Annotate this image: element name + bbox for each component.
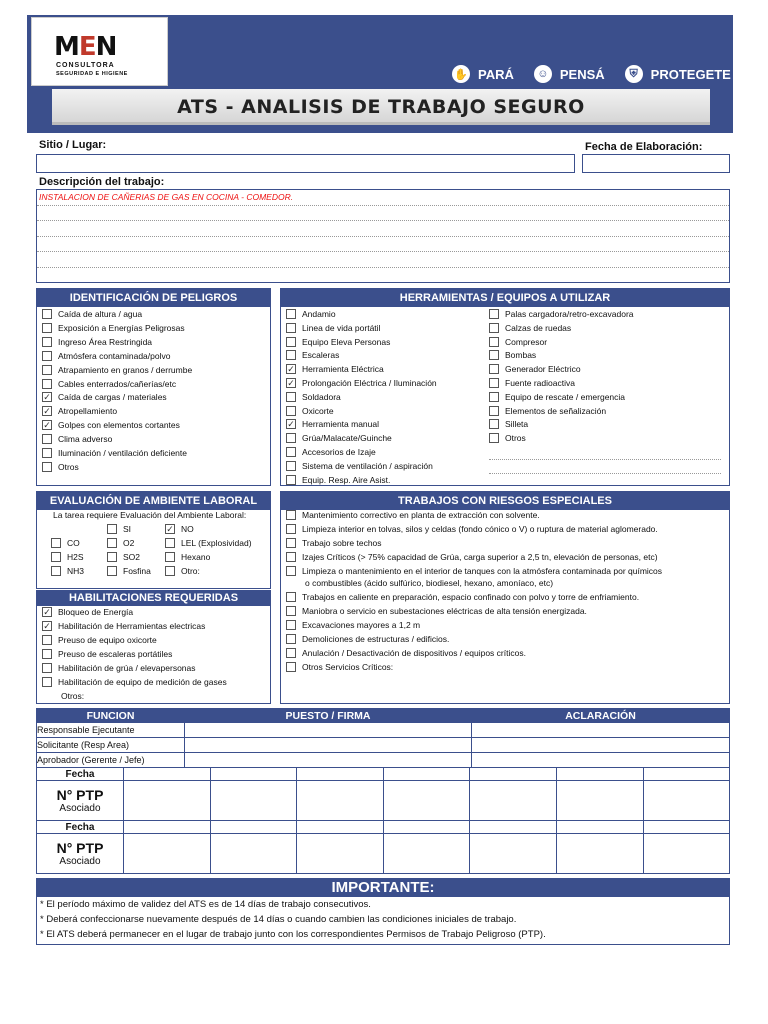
ptp-cell[interactable] bbox=[557, 834, 644, 874]
gas-co[interactable]: CO bbox=[51, 538, 80, 548]
checklist-label: Herramienta manual bbox=[302, 419, 380, 430]
ptp-cell[interactable] bbox=[557, 768, 644, 781]
checklist-label: Bloqueo de Energía bbox=[58, 607, 134, 617]
title-band bbox=[52, 89, 710, 125]
checklist-label: Oxicorte bbox=[302, 405, 334, 416]
checkbox[interactable] bbox=[107, 524, 117, 534]
checklist-label: Trabajos en caliente en preparación, espacio confinado con polvo y torre de enfriamiento. bbox=[302, 592, 640, 602]
checklist-label: Mantenimiento correctivo en planta de extracción con solvente. bbox=[302, 510, 540, 520]
ptp-cell[interactable] bbox=[124, 781, 211, 821]
checkbox[interactable] bbox=[286, 350, 296, 360]
checklist-label: Demoliciones de estructuras / edificios. bbox=[302, 634, 450, 644]
company-logo bbox=[31, 17, 168, 86]
col-funcion: FUNCION bbox=[37, 709, 185, 723]
option-si[interactable]: SI bbox=[107, 524, 131, 534]
habilitaciones-panel bbox=[36, 590, 271, 704]
slogan-pensa bbox=[534, 65, 605, 83]
checklist-label: Otros bbox=[505, 433, 526, 444]
checklist-item[interactable] bbox=[42, 621, 205, 631]
checkbox[interactable] bbox=[42, 448, 52, 458]
ptp-cell[interactable] bbox=[470, 768, 557, 781]
ambiente-panel bbox=[36, 491, 271, 589]
checklist-item[interactable] bbox=[489, 337, 547, 347]
checkbox[interactable] bbox=[286, 634, 296, 644]
checklist-label: Bombas bbox=[505, 350, 537, 361]
slogans bbox=[452, 63, 731, 85]
ptp-number-label: N° PTP Asociado bbox=[37, 834, 124, 874]
slogan-para bbox=[452, 65, 514, 83]
checklist-label: Fuente radioactiva bbox=[505, 378, 575, 388]
firma-cell[interactable] bbox=[185, 723, 472, 738]
checkbox-checked[interactable]: ✓ bbox=[166, 524, 174, 534]
checklist-label: Clima adverso bbox=[58, 434, 113, 445]
gas-so2[interactable]: SO2 bbox=[107, 552, 140, 562]
checkbox[interactable] bbox=[42, 351, 52, 361]
checkbox[interactable] bbox=[489, 350, 499, 360]
checklist-label: Palas cargadora/retro-excavadora bbox=[505, 309, 634, 319]
checklist-label: Atrapamiento en granos / derrumbe bbox=[58, 364, 193, 375]
ptp-cell[interactable] bbox=[211, 781, 297, 821]
checkbox[interactable] bbox=[489, 392, 499, 402]
checklist-item[interactable] bbox=[286, 566, 662, 576]
checklist-item[interactable] bbox=[42, 337, 152, 347]
checklist-item[interactable] bbox=[286, 662, 393, 672]
checkbox[interactable] bbox=[286, 461, 296, 471]
checklist-label: Soldadora bbox=[302, 391, 341, 402]
checkbox[interactable] bbox=[42, 309, 52, 319]
ptp-cell[interactable] bbox=[124, 821, 211, 834]
importante-line: * El período máximo de validez del ATS es de 14 días de trabajo consecutivos. bbox=[40, 899, 371, 910]
col-aclaracion: ACLARACIÓN bbox=[472, 709, 730, 723]
checklist-item[interactable] bbox=[286, 648, 526, 658]
checklist-item[interactable] bbox=[286, 538, 382, 548]
ptp-cell[interactable] bbox=[644, 834, 730, 874]
checkbox-checked[interactable]: ✓ bbox=[43, 392, 51, 403]
ptp-cell[interactable] bbox=[124, 768, 211, 781]
gas-lel[interactable]: LEL (Explosividad) bbox=[165, 538, 252, 548]
ptp-cell[interactable] bbox=[557, 781, 644, 821]
ptp-cell[interactable] bbox=[211, 768, 297, 781]
checkbox[interactable] bbox=[286, 392, 296, 402]
checklist-label: Equipo de rescate / emergencia bbox=[505, 391, 626, 402]
checklist-item[interactable] bbox=[42, 351, 170, 361]
habilitaciones-otros: Otros: bbox=[61, 691, 85, 701]
checkbox-checked[interactable]: ✓ bbox=[43, 621, 51, 631]
importante-title: IMPORTANTE: bbox=[37, 879, 729, 897]
fecha-label: Fecha de Elaboración: bbox=[585, 141, 703, 153]
checklist-label: Grúa/Malacate/Guinche bbox=[302, 433, 392, 444]
checklist-item[interactable] bbox=[42, 649, 172, 659]
checklist-item[interactable] bbox=[42, 323, 185, 333]
checklist-item[interactable] bbox=[286, 323, 380, 333]
checkbox-checked[interactable]: ✓ bbox=[287, 419, 295, 430]
checkbox[interactable] bbox=[42, 323, 52, 333]
checkbox[interactable] bbox=[286, 648, 296, 658]
checkbox[interactable] bbox=[286, 606, 296, 616]
ptp-table bbox=[36, 767, 730, 874]
table-row-label: Solicitante (Resp Area) bbox=[37, 738, 185, 753]
checklist-label: Generador Eléctrico bbox=[505, 364, 581, 375]
checkbox[interactable] bbox=[286, 433, 296, 443]
ptp-cell[interactable] bbox=[470, 821, 557, 834]
slogan-label: PARÁ bbox=[478, 66, 514, 82]
checklist-label: Herramienta Eléctrica bbox=[302, 364, 384, 375]
checkbox[interactable] bbox=[489, 364, 499, 374]
checklist-item[interactable] bbox=[286, 552, 658, 562]
desc-line bbox=[37, 268, 729, 284]
ptp-cell[interactable] bbox=[470, 781, 557, 821]
checkbox[interactable] bbox=[489, 406, 499, 416]
checklist-label: Preuso de equipo oxicorte bbox=[58, 635, 157, 645]
checklist-item[interactable] bbox=[42, 420, 180, 430]
descripcion-label: Descripción del trabajo: bbox=[39, 176, 165, 188]
ptp-cell[interactable] bbox=[384, 821, 470, 834]
ptp-cell[interactable] bbox=[644, 768, 730, 781]
gas-hexano[interactable]: Hexano bbox=[165, 552, 210, 562]
checklist-label: Escaleras bbox=[302, 350, 340, 361]
checklist-label: Habilitación de grúa / elevapersonas bbox=[58, 663, 196, 673]
head-icon: ☺ bbox=[534, 65, 552, 83]
peligros-title: IDENTIFICACIÓN DE PELIGROS bbox=[37, 289, 270, 307]
checklist-label: Limpieza o mantenimiento en el interior de tanques con la atmósfera contaminada por químicos bbox=[302, 566, 663, 576]
checkbox[interactable] bbox=[286, 447, 296, 457]
ptp-fecha-label: Fecha bbox=[37, 821, 124, 834]
checklist-item[interactable] bbox=[489, 392, 625, 402]
ptp-cell[interactable] bbox=[644, 781, 730, 821]
checklist-item[interactable] bbox=[489, 378, 575, 388]
ambiente-question: La tarea requiere Evaluación del Ambiente Laboral: bbox=[53, 510, 247, 520]
checklist-item[interactable] bbox=[286, 634, 449, 644]
ambiente-title: EVALUACIÓN DE AMBIENTE LABORAL bbox=[37, 492, 270, 510]
checklist-label: Maniobra o servicio en subestaciones eléctricas de alta tensión energizada. bbox=[302, 606, 587, 616]
checklist-item[interactable] bbox=[489, 323, 571, 333]
checkbox[interactable] bbox=[286, 566, 296, 576]
riesgos-panel bbox=[280, 491, 730, 704]
checklist-item[interactable] bbox=[489, 309, 634, 319]
checklist-label: Sistema de ventilación / aspiración bbox=[302, 460, 433, 471]
checklist-item[interactable] bbox=[489, 364, 581, 374]
checkbox[interactable] bbox=[489, 419, 499, 429]
ptp-cell[interactable] bbox=[384, 834, 470, 874]
shield-icon: ⛨ bbox=[625, 65, 643, 83]
checkbox[interactable] bbox=[42, 663, 52, 673]
firmas-table bbox=[36, 708, 730, 768]
checklist-label: Excavaciones mayores a 1,2 m bbox=[302, 620, 421, 630]
slogan-label: PENSÁ bbox=[559, 66, 605, 82]
checklist-item[interactable] bbox=[286, 406, 334, 416]
checklist-label: Linea de vida portátil bbox=[302, 322, 381, 333]
firma-cell[interactable] bbox=[185, 738, 472, 753]
checklist-item[interactable] bbox=[286, 592, 639, 602]
checkbox[interactable] bbox=[42, 635, 52, 645]
checkbox[interactable] bbox=[286, 524, 296, 534]
desc-line bbox=[37, 221, 729, 237]
checklist-item[interactable] bbox=[286, 350, 339, 360]
checkbox[interactable] bbox=[42, 462, 52, 472]
checklist-label: Accesorios de Izaje bbox=[302, 447, 376, 457]
hand-icon: ✋ bbox=[452, 65, 470, 83]
gas-fosfina[interactable]: Fosfina bbox=[107, 566, 151, 576]
ptp-cell[interactable] bbox=[297, 834, 384, 874]
logo-text: MEN bbox=[54, 32, 117, 62]
checklist-item[interactable] bbox=[286, 510, 540, 520]
checklist-item[interactable] bbox=[489, 433, 526, 443]
checklist-item[interactable] bbox=[489, 350, 536, 360]
checklist-label: Caída de cargas / materiales bbox=[58, 392, 167, 403]
checklist-label: Golpes con elementos cortantes bbox=[58, 420, 180, 431]
checklist-label: Trabajo sobre techos bbox=[302, 538, 382, 548]
ptp-cell[interactable] bbox=[297, 821, 384, 834]
slogan-protegete bbox=[625, 65, 731, 83]
checklist-label: Calzas de ruedas bbox=[505, 322, 572, 333]
checklist-label: Cables enterrados/cañerías/etc bbox=[58, 378, 177, 389]
checklist-item[interactable] bbox=[286, 433, 392, 443]
desc-line bbox=[37, 206, 729, 222]
ptp-cell[interactable] bbox=[297, 781, 384, 821]
checklist-item[interactable] bbox=[42, 392, 167, 402]
checklist-item[interactable] bbox=[42, 677, 227, 687]
checkbox-checked[interactable]: ✓ bbox=[287, 364, 295, 375]
aclaracion-cell[interactable] bbox=[472, 723, 730, 738]
checkbox[interactable] bbox=[42, 677, 52, 687]
checklist-item[interactable] bbox=[286, 620, 420, 630]
desc-line bbox=[37, 252, 729, 268]
checkbox-checked[interactable]: ✓ bbox=[43, 607, 51, 617]
ptp-cell[interactable] bbox=[211, 834, 297, 874]
checkbox[interactable] bbox=[286, 510, 296, 520]
logo-subtitle: CONSULTORA SEGURIDAD E HIGIENE bbox=[56, 62, 128, 77]
checklist-label: Limpieza interior en tolvas, silos y celdas (fondo cónico o V) o ruptura de material aglomerado. bbox=[302, 524, 658, 534]
riesgos-title: TRABAJOS CON RIESGOS ESPECIALES bbox=[281, 492, 729, 510]
checkbox[interactable] bbox=[286, 309, 296, 319]
checkbox[interactable] bbox=[286, 475, 296, 485]
checkbox[interactable] bbox=[286, 662, 296, 672]
checklist-item[interactable] bbox=[42, 663, 196, 673]
checkbox[interactable] bbox=[489, 309, 499, 319]
aclaracion-cell[interactable] bbox=[472, 753, 730, 768]
checklist-label: Compresor bbox=[505, 336, 548, 347]
checkbox-checked[interactable]: ✓ bbox=[43, 420, 51, 431]
ptp-fecha-label: Fecha bbox=[37, 768, 124, 781]
ptp-cell[interactable] bbox=[384, 768, 470, 781]
aclaracion-cell[interactable] bbox=[472, 738, 730, 753]
desc-line: INSTALACION DE CAÑERIAS DE GAS EN COCINA - COMEDOR. bbox=[37, 190, 729, 206]
checklist-item[interactable] bbox=[286, 378, 437, 388]
page-title: ATS - ANALISIS DE TRABAJO SEGURO bbox=[177, 96, 585, 118]
riesgo-continuation: o combustibles (ácido sulfúrico, biodiesel, hexano, amoníaco, etc) bbox=[305, 578, 554, 588]
ptp-number-label: N° PTP Asociado bbox=[37, 781, 124, 821]
checklist-item[interactable] bbox=[286, 606, 587, 616]
checkbox[interactable] bbox=[489, 433, 499, 443]
checklist-item[interactable] bbox=[286, 461, 433, 471]
checkbox[interactable] bbox=[42, 365, 52, 375]
peligros-panel bbox=[36, 288, 271, 486]
checklist-label: Equip. Resp. Aire Asist. bbox=[302, 474, 391, 485]
checkbox[interactable] bbox=[42, 434, 52, 444]
importante-line: * El ATS deberá permanecer en el lugar de trabajo junto con los correspondientes Permisos de Trabajo Peligroso (PTP). bbox=[40, 929, 546, 940]
table-row-label: Aprobador (Gerente / Jefe) bbox=[37, 753, 185, 768]
checkbox-checked[interactable]: ✓ bbox=[287, 378, 295, 388]
checklist-label: Andamio bbox=[302, 309, 336, 319]
ptp-cell[interactable] bbox=[557, 821, 644, 834]
firma-cell[interactable] bbox=[185, 753, 472, 768]
checkbox-checked[interactable]: ✓ bbox=[43, 406, 51, 417]
checklist-item[interactable] bbox=[286, 475, 390, 485]
checklist-item[interactable] bbox=[42, 448, 187, 458]
checkbox[interactable] bbox=[286, 552, 296, 562]
ptp-cell[interactable] bbox=[644, 821, 730, 834]
gas-o2[interactable]: O2 bbox=[107, 538, 134, 548]
checklist-label: Habilitación de equipo de medición de gases bbox=[58, 677, 227, 687]
checklist-item[interactable] bbox=[286, 309, 336, 319]
fecha-input[interactable] bbox=[582, 154, 730, 173]
checklist-item[interactable] bbox=[286, 524, 658, 534]
checklist-item[interactable] bbox=[286, 337, 390, 347]
checklist-label: Preuso de escaleras portátiles bbox=[58, 649, 173, 659]
checklist-label: Elementos de señalización bbox=[505, 405, 607, 416]
checkbox[interactable] bbox=[286, 406, 296, 416]
gas-h2s[interactable]: H2S bbox=[51, 552, 84, 562]
checklist-item[interactable] bbox=[42, 635, 157, 645]
checkbox[interactable] bbox=[286, 620, 296, 630]
checkbox[interactable] bbox=[42, 649, 52, 659]
checklist-item[interactable] bbox=[286, 364, 384, 374]
gas-nh3[interactable]: NH3 bbox=[51, 566, 84, 576]
otros-line bbox=[489, 459, 721, 460]
checklist-item[interactable] bbox=[42, 434, 112, 444]
checklist-label: Atropellamiento bbox=[58, 406, 118, 417]
checklist-label: Otros Servicios Críticos: bbox=[302, 662, 394, 672]
importante-line: * Deberá confeccionarse nuevamente después de 14 días o cuando cambien las condiciones iniciales de trabajo. bbox=[40, 914, 517, 925]
checklist-item[interactable] bbox=[42, 379, 176, 389]
option-no[interactable]: ✓ NO bbox=[166, 524, 194, 534]
ptp-cell[interactable] bbox=[211, 821, 297, 834]
checklist-item[interactable] bbox=[286, 392, 341, 402]
checklist-label: Caída de altura / agua bbox=[58, 309, 143, 319]
col-puesto: PUESTO / FIRMA bbox=[185, 709, 472, 723]
habilitaciones-title: HABILITACIONES REQUERIDAS bbox=[37, 591, 270, 606]
checkbox[interactable] bbox=[489, 323, 499, 333]
ptp-cell[interactable] bbox=[470, 834, 557, 874]
checkbox[interactable] bbox=[286, 337, 296, 347]
checklist-label: Izajes Críticos (> 75% capacidad de Grúa, carga superior a 2,5 tn, elevación de personas, etc) bbox=[302, 552, 658, 562]
checkbox[interactable] bbox=[286, 592, 296, 602]
checklist-item[interactable] bbox=[42, 406, 117, 416]
slogan-label: PROTEGETE bbox=[650, 66, 731, 82]
table-row-label: Responsable Ejecutante bbox=[37, 723, 185, 738]
ptp-cell[interactable] bbox=[297, 768, 384, 781]
checkbox[interactable] bbox=[42, 337, 52, 347]
sitio-input[interactable] bbox=[36, 154, 575, 173]
checklist-label: Habilitación de Herramientas electricas bbox=[58, 621, 206, 631]
checklist-label: Anulación / Desactivación de dispositivos / equipos críticos. bbox=[302, 648, 526, 658]
checkbox[interactable] bbox=[489, 378, 499, 388]
descripcion-field[interactable] bbox=[36, 189, 730, 283]
checkbox[interactable] bbox=[489, 337, 499, 347]
checklist-label: Iluminación / ventilación deficiente bbox=[58, 448, 187, 458]
checklist-label: Ingreso Área Restringida bbox=[58, 336, 153, 347]
checklist-label: Exposición a Energías Peligrosas bbox=[58, 322, 185, 333]
checkbox[interactable] bbox=[286, 323, 296, 333]
checklist-label: Equipo Eleva Personas bbox=[302, 336, 391, 347]
otros-line bbox=[489, 473, 721, 474]
herramientas-panel bbox=[280, 288, 730, 486]
checklist-label: Silleta bbox=[505, 419, 529, 430]
ptp-cell[interactable] bbox=[384, 781, 470, 821]
checklist-item[interactable] bbox=[489, 406, 606, 416]
herramientas-title: HERRAMIENTAS / EQUIPOS A UTILIZAR bbox=[281, 289, 729, 307]
checklist-label: Otros bbox=[58, 461, 79, 472]
gas-otro[interactable]: Otro: bbox=[165, 566, 200, 576]
checklist-item[interactable] bbox=[42, 365, 192, 375]
sitio-label: Sitio / Lugar: bbox=[39, 139, 107, 151]
desc-line bbox=[37, 237, 729, 253]
checklist-item[interactable] bbox=[42, 607, 133, 617]
checklist-item[interactable] bbox=[286, 447, 376, 457]
checklist-item[interactable] bbox=[42, 462, 79, 472]
checklist-item[interactable] bbox=[489, 419, 528, 429]
ptp-cell[interactable] bbox=[124, 834, 211, 874]
checklist-label: Atmósfera contaminada/polvo bbox=[58, 350, 171, 361]
checklist-label: Prolongación Eléctrica / Iluminación bbox=[302, 378, 437, 388]
checklist-item[interactable] bbox=[286, 419, 379, 429]
checkbox[interactable] bbox=[286, 538, 296, 548]
importante-box bbox=[36, 878, 730, 945]
checklist-item[interactable] bbox=[42, 309, 142, 319]
checkbox[interactable] bbox=[42, 379, 52, 389]
